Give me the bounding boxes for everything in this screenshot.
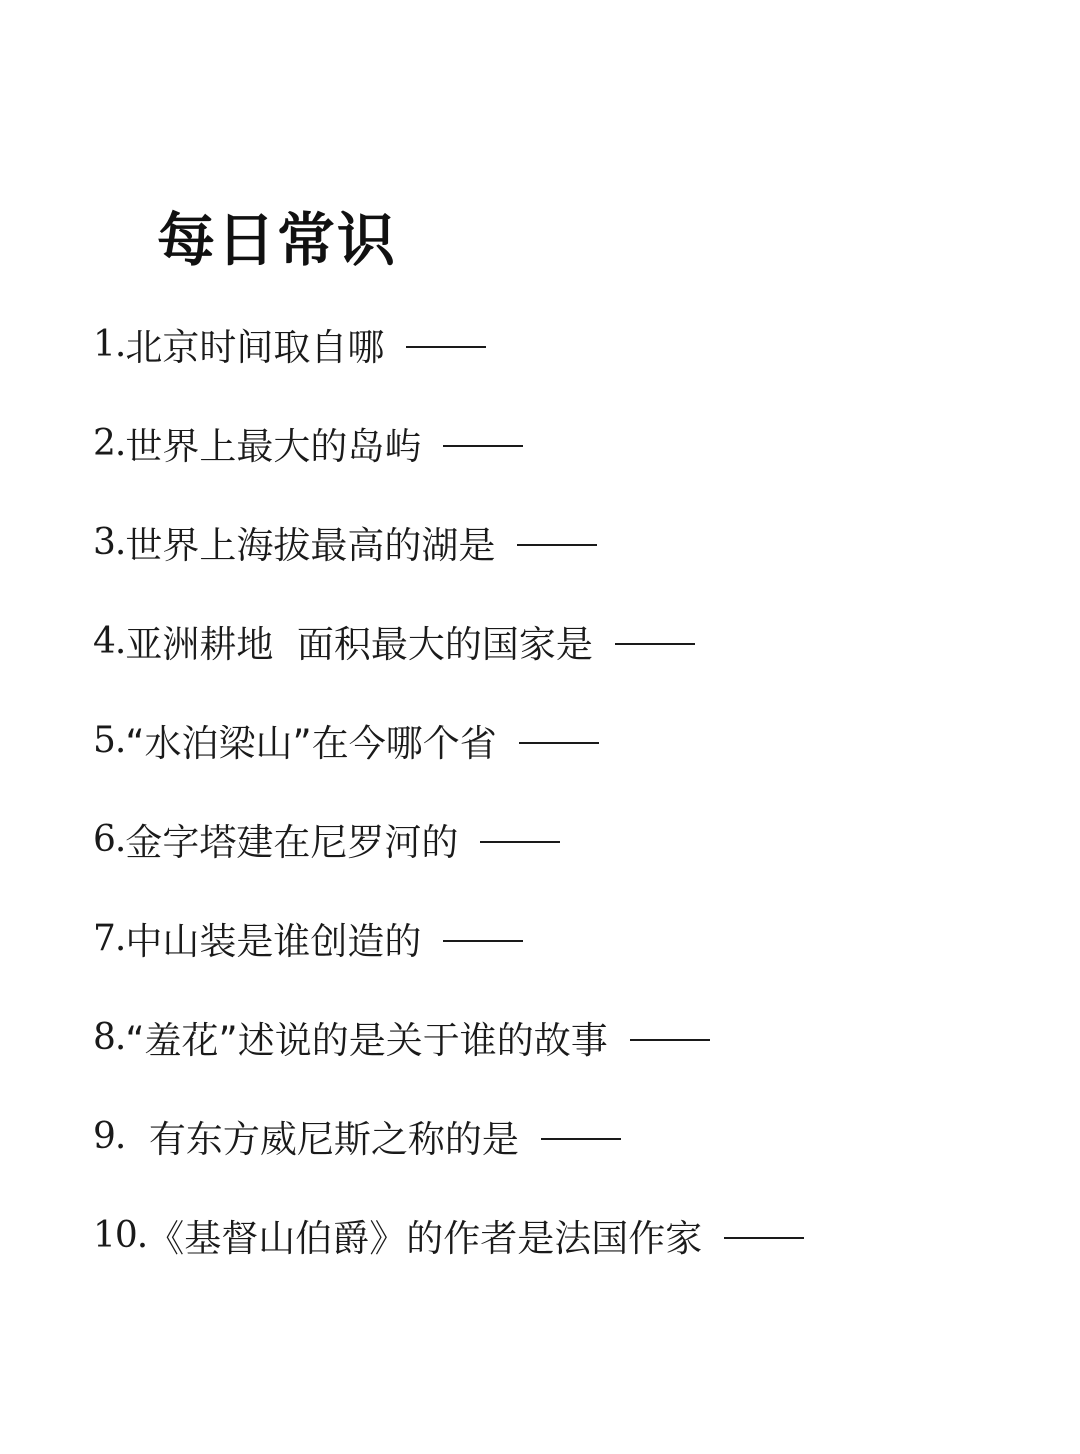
question-text: 世界上海拔最高的湖是 xyxy=(125,524,496,567)
question-number: 4. xyxy=(93,620,126,662)
answer-blank-line xyxy=(519,742,599,744)
question-number: 2. xyxy=(93,422,126,464)
question-item-4 xyxy=(93,611,695,671)
answer-blank-line xyxy=(541,1138,621,1140)
question-number: 8. xyxy=(93,1016,126,1058)
question-item-10 xyxy=(93,1205,804,1265)
question-text: “羞花”述说的是关于谁的故事 xyxy=(125,1019,608,1062)
answer-blank-line xyxy=(443,940,523,942)
answer-blank-line xyxy=(406,346,486,348)
question-text: 亚洲耕地 面积最大的国家是 xyxy=(125,623,593,666)
question-number: 1. xyxy=(93,323,126,365)
question-number: 5. xyxy=(93,719,126,761)
answer-blank-line xyxy=(615,643,695,645)
question-item-5 xyxy=(93,710,599,770)
question-item-8 xyxy=(93,1007,710,1067)
answer-blank-line xyxy=(517,544,597,546)
question-item-9 xyxy=(93,1106,621,1166)
question-text: 《基督山伯爵》的作者是法国作家 xyxy=(147,1217,703,1260)
question-item-2 xyxy=(93,413,523,473)
answer-blank-line xyxy=(724,1237,804,1239)
question-text: 有东方威尼斯之称的是 xyxy=(125,1118,519,1161)
question-item-3 xyxy=(93,512,597,572)
question-number: 6. xyxy=(93,818,126,860)
answer-blank-line xyxy=(480,841,560,843)
question-number: 10. xyxy=(93,1214,148,1256)
question-item-6 xyxy=(93,809,560,869)
question-number: 7. xyxy=(93,917,126,959)
question-text: “水泊梁山”在今哪个省 xyxy=(125,722,497,765)
question-item-1 xyxy=(93,314,486,374)
answer-blank-line xyxy=(443,445,523,447)
question-text: 世界上最大的岛屿 xyxy=(125,425,422,468)
question-text: 中山装是谁创造的 xyxy=(125,920,422,963)
question-item-7 xyxy=(93,908,523,968)
question-text: 北京时间取自哪 xyxy=(125,326,385,369)
question-text: 金字塔建在尼罗河的 xyxy=(125,821,459,864)
page-title: 每日常识 xyxy=(157,206,398,274)
question-number: 9. xyxy=(93,1115,126,1157)
question-number: 3. xyxy=(93,521,126,563)
answer-blank-line xyxy=(630,1039,710,1041)
